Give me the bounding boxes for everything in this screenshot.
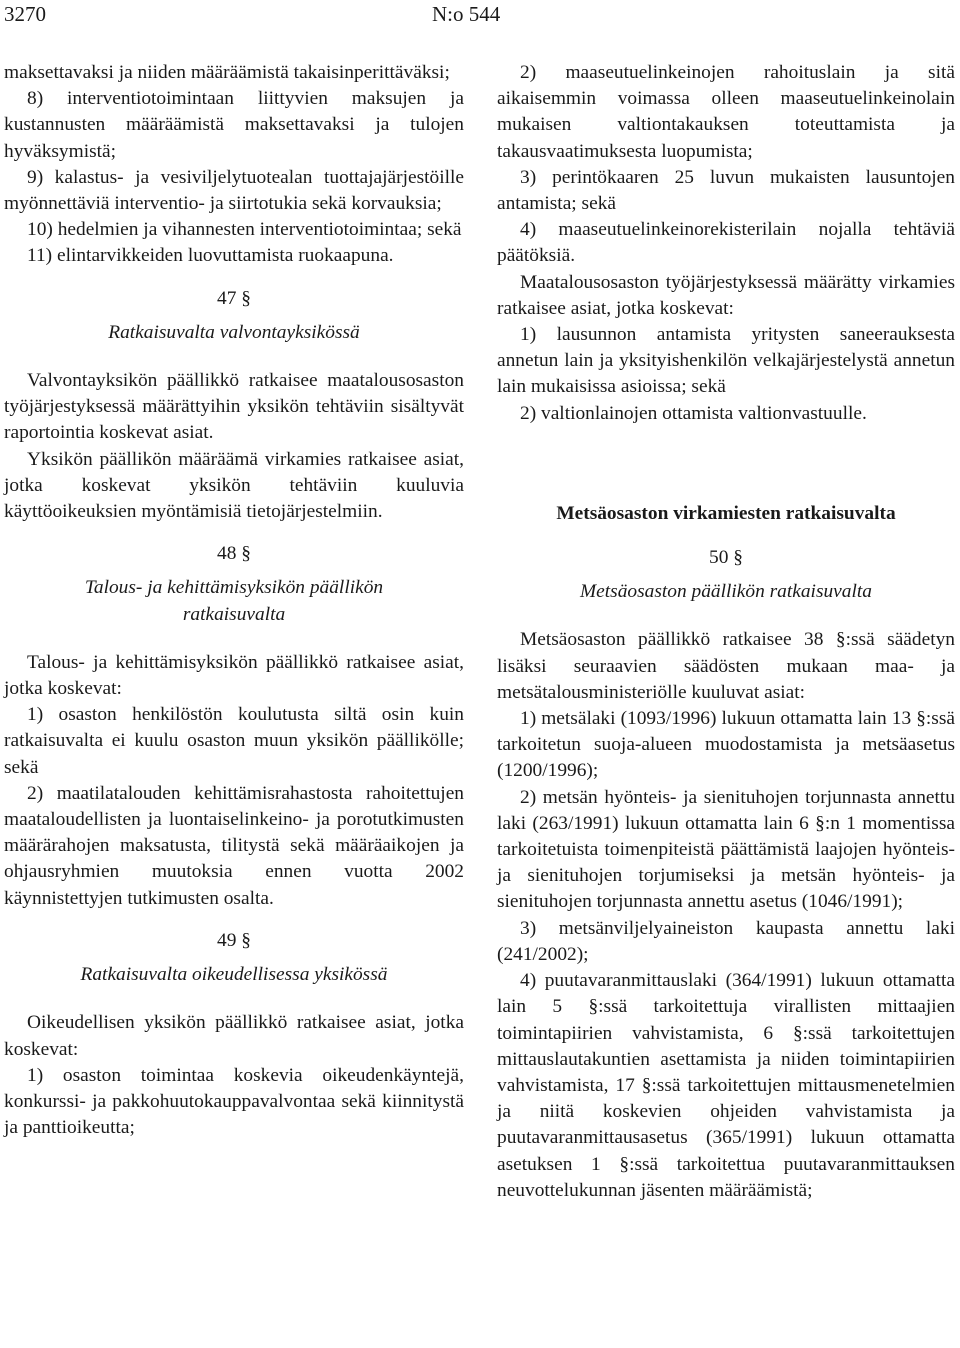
section-number-47: 47 §	[217, 287, 251, 309]
paragraph: 4) puutavaranmittauslaki (364/1991) lukuun ottamatta lain 5 §:ssä tarkoitettuja virallisten mittaajien toimintapiirien vahvistamista, 6 §:ssä tarkoitettujen mittauslautakuntien asettamista ja niiden toimintapiirien vahvistamista, 17 §:ssä tarkoitettujen mittausmenetelmien ja niitä koskevien ohjeiden vahvistamista ja puutavaranmittausasetus (365/1991) lukuun ottamatta asetuksen 1 §:ssä tarkoitettua puutavaranmittauksen neuvottelukunnan jäsenten määräämistä;	[497, 970, 955, 1201]
left-column	[4, 60, 464, 1141]
section-number-48: 48 §	[217, 543, 251, 565]
paragraph: 1) osaston toimintaa koskevia oikeudenkäyntejä, konkurssi- ja pakkohuutokauppavalvontaa sekä kiinnitystä ja panttioikeutta;	[4, 1064, 464, 1139]
paragraph: Metsäosaston päällikkö ratkaisee 38 §:ssä säädetyn lisäksi seuraavien säädösten mukaan maa- ja metsätalousministeriölle kuuluvat asiat:	[497, 629, 955, 703]
document-number: N:o 544	[432, 2, 501, 26]
section-title-47: Ratkaisuvalta valvontayksikössä	[108, 321, 360, 343]
paragraph: 2) valtionlainojen ottamista valtionvastuulle.	[520, 402, 867, 424]
paragraph: 9) kalastus- ja vesiviljelytuotealan tuottajajärjestöille myönnettäviä interventio- ja siirtotukia sekä korvauksia;	[4, 166, 464, 215]
paragraph: 2) maatilatalouden kehittämisrahastosta rahoitettujen maataloudellisten ja luontaiselinkeino- ja porotutkimusten määrärahojen maksatusta, tilitystä sekä määräaikojen ja ohjausryhmien muutoksia ennen vuotta 2002 käynnistettyjen tutkimusten osalta.	[4, 782, 464, 909]
paragraph: maksettavaksi ja niiden määräämistä takaisinperittäväksi;	[4, 62, 450, 83]
section-title-line: Talous- ja kehittämisyksikön päällikön	[84, 577, 384, 599]
paragraph: 2) metsän hyönteis- ja sienituhojen torjunnasta annettu laki (263/1991) lukuun ottamatta lain 6 §:n 1 momentissa tarkoitetuista toimenpiteistä päättämistä laajojen hyönteis- ja sienituhojen torjumiseksi ja metsän hyönteis- ja sienituhojen torjunnasta annettu asetus (1046/1991);	[497, 786, 955, 913]
section-title-48	[4, 575, 464, 627]
section-number-49: 49 §	[217, 929, 251, 951]
paragraph: 1) metsälaki (1093/1996) lukuun ottamatta lain 13 §:ssä tarkoitetun suoja-alueen muodostamista ja metsäasetus (1200/1996);	[497, 708, 955, 782]
paragraph: 10) hedelmien ja vihannesten interventiotoimintaa; sekä	[27, 219, 462, 241]
paragraph: 4) maaseutuelinkeinorekisterilain nojalla tehtäviä päätöksiä.	[497, 219, 955, 267]
section-number-50: 50 §	[709, 547, 743, 569]
section-title-49: Ratkaisuvalta oikeudellisessa yksikössä	[80, 964, 388, 986]
paragraph: 1) lausunnon antamista yritysten saneerauksesta annetun lain ja yksityishenkilön velkajärjestelystä annetun lain mukaisissa asioissa; sekä	[497, 324, 955, 398]
section-title-50: Metsäosaston päällikön ratkaisuvalta	[580, 581, 872, 603]
section-title-line: ratkaisuvalta	[182, 603, 286, 625]
department-heading: Metsäosaston virkamiesten ratkaisuvalta	[556, 502, 896, 524]
paragraph: Talous- ja kehittämisyksikön päällikkö ratkaisee asiat, jotka koskevat:	[4, 651, 464, 700]
paragraph: 1) osaston henkilöstön koulutusta siltä osin kuin ratkaisuvalta ei kuulu osaston muun yksikön päällikölle; sekä	[4, 704, 464, 778]
paragraph: Valvontayksikön päällikkö ratkaisee maatalousosaston työjärjestyksessä määrättyihin yksikön tehtäviin sisältyvät raportointia koskevat asiat.	[4, 370, 464, 444]
paragraph: Yksikön päällikön määräämä virkamies ratkaisee asiat, jotka koskevat yksikön tehtäviin kuuluvia käyttöoikeuksien myöntämisiä tietojärjestelmiin.	[4, 448, 464, 523]
paragraph: Maatalousosaston työjärjestyksessä määrätty virkamies ratkaisee asiat, jotka koskevat:	[497, 271, 955, 319]
page-number: 3270	[4, 2, 46, 26]
paragraph: 3) metsänviljelyaineiston kaupasta annettu laki (241/2002);	[497, 917, 955, 965]
paragraph: 2) maaseutuelinkeinojen rahoituslain ja sitä aikaisemmin voimassa olleen maaseutuelinkeinolain mukaisen valtiontakauksen toteuttamista ja takausvaatimuksesta luopumista;	[497, 62, 955, 162]
right-column	[497, 60, 955, 1204]
paragraph: Oikeudellisen yksikön päällikkö ratkaisee asiat, jotka koskevat:	[4, 1012, 464, 1060]
paragraph: 8) interventiotoimintaan liittyvien maksujen ja kustannusten määräämistä maksettavaksi ja tulojen hyväksymistä;	[4, 88, 464, 162]
paragraph: 11) elintarvikkeiden luovuttamista ruokaapuna.	[27, 245, 394, 267]
page-header	[0, 0, 960, 40]
paragraph: 3) perintökaaren 25 luvun mukaisten lausuntojen antamista; sekä	[497, 166, 955, 215]
